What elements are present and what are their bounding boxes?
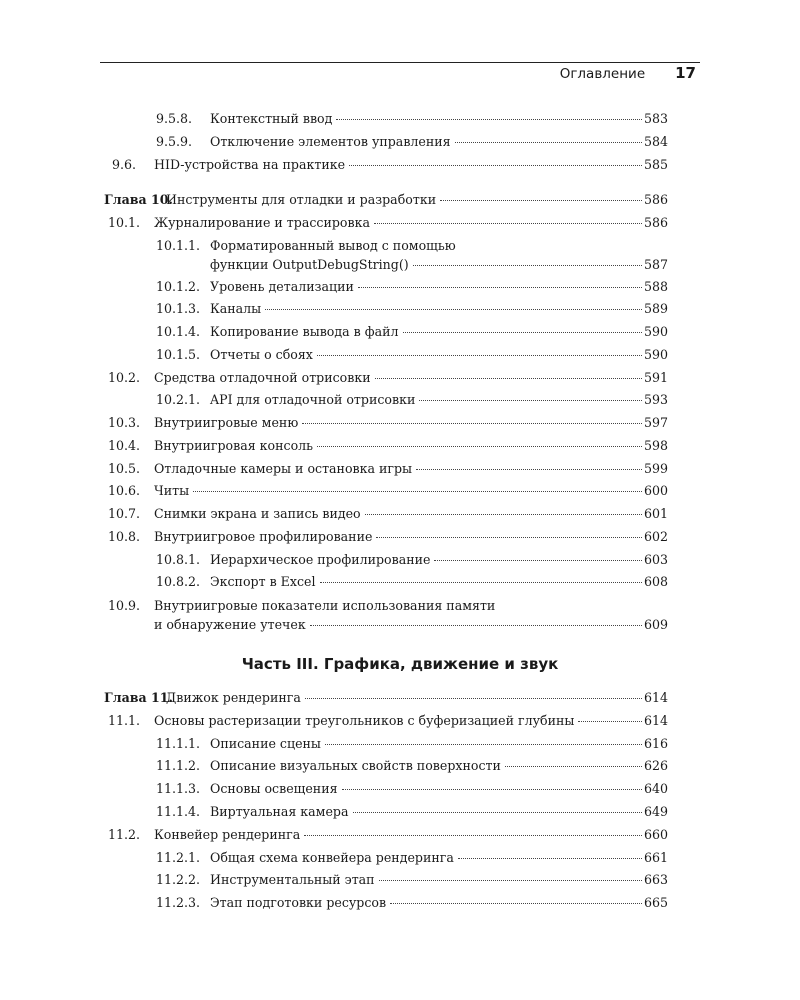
toc-title: Каналы	[210, 301, 262, 316]
dot-leader	[379, 879, 642, 881]
toc-number: 9.5.9.	[156, 134, 193, 149]
toc-page: 640	[643, 781, 668, 796]
dot-leader	[419, 399, 642, 401]
dot-leader	[376, 536, 642, 538]
toc-number: 10.8.1.	[156, 552, 201, 567]
dot-leader	[374, 222, 642, 224]
toc-title: Общая схема конвейера рендеринга	[210, 850, 454, 865]
toc-number: 10.6.	[108, 483, 141, 498]
toc-body	[210, 110, 668, 127]
toc-number: 10.2.	[108, 370, 141, 385]
toc-title: Внутриигровая консоль	[154, 438, 314, 453]
toc-page: 587	[643, 257, 668, 272]
running-header-title: Оглавление	[559, 66, 646, 82]
toc-number: 10.1.3.	[156, 301, 201, 316]
toc-body	[210, 133, 668, 150]
toc-number: 11.1.	[108, 713, 141, 728]
dot-leader	[403, 331, 642, 333]
toc-body	[154, 826, 668, 843]
dot-leader	[265, 308, 642, 310]
dot-leader	[342, 788, 642, 790]
toc-page: 609	[643, 617, 668, 632]
dot-leader	[455, 141, 642, 143]
toc-body	[210, 894, 668, 911]
toc-body	[210, 803, 668, 820]
dot-leader	[305, 697, 642, 699]
toc-page: 591	[643, 370, 668, 385]
dot-leader	[349, 164, 642, 166]
toc-number: 10.9.	[108, 598, 141, 613]
toc-body	[154, 414, 668, 431]
toc-page: 583	[643, 111, 668, 126]
toc-page: 590	[643, 324, 668, 339]
toc-title: Внутриигровое профилирование	[154, 529, 373, 544]
toc-page: 616	[643, 736, 668, 751]
toc-title: Уровень детализации	[210, 279, 354, 294]
dot-leader	[416, 468, 642, 470]
toc-body	[154, 505, 668, 522]
toc-body	[166, 191, 668, 208]
toc-number: 10.1.	[108, 215, 141, 230]
toc-page: 663	[643, 872, 668, 887]
part-title: Часть III. Графика, движение и звук	[241, 655, 559, 673]
dot-leader	[358, 286, 642, 288]
toc-chapter-number: Глава 10.	[104, 192, 173, 207]
toc-body	[210, 278, 668, 295]
toc-body	[210, 780, 668, 797]
toc-title: Отладочные камеры и остановка игры	[154, 461, 413, 476]
toc-title-continued: и обнаружение утечек	[154, 617, 306, 632]
toc-title: Отчеты о сбоях	[210, 347, 313, 362]
dot-leader	[310, 624, 642, 626]
toc-title-continued: функции OutputDebugString()	[210, 257, 409, 272]
toc-number: 10.4.	[108, 438, 141, 453]
dot-leader	[304, 834, 642, 836]
toc-title: Основы освещения	[210, 781, 338, 796]
dot-leader	[458, 857, 642, 859]
toc-number: 11.2.1.	[156, 850, 201, 865]
toc-body	[154, 597, 668, 614]
toc-page: 614	[643, 690, 668, 705]
dot-leader	[413, 264, 642, 266]
toc-number: 10.8.2.	[156, 574, 201, 589]
toc-body	[154, 528, 668, 545]
toc-number: 10.7.	[108, 506, 141, 521]
toc-number: 10.1.5.	[156, 347, 201, 362]
toc-title: Контекстный ввод	[210, 111, 333, 126]
dot-leader	[317, 445, 642, 447]
toc-chapter-number: Глава 11.	[104, 690, 173, 705]
dot-leader	[320, 581, 642, 583]
toc-page: 600	[643, 483, 668, 498]
toc-title: API для отладочной отрисовки	[210, 392, 416, 407]
toc-number: 9.6.	[112, 157, 137, 172]
toc-body	[154, 369, 668, 386]
toc-body	[210, 323, 668, 340]
toc-number: 11.1.3.	[156, 781, 201, 796]
toc-title: Внутриигровые показатели использования памяти	[154, 598, 496, 613]
running-header	[100, 64, 696, 84]
toc-page: 661	[643, 850, 668, 865]
dot-leader	[325, 743, 642, 745]
toc-page: 586	[643, 215, 668, 230]
toc-title: Средства отладочной отрисовки	[154, 370, 371, 385]
toc-title: Форматированный вывод с помощью	[210, 238, 456, 253]
header-rule	[100, 62, 700, 63]
toc-body-continued	[210, 256, 668, 273]
toc-body	[210, 237, 668, 254]
toc-number: 10.5.	[108, 461, 141, 476]
toc-page: 586	[643, 192, 668, 207]
toc-title: Отключение элементов управления	[210, 134, 451, 149]
toc-page: 665	[643, 895, 668, 910]
toc-body	[210, 871, 668, 888]
toc-title: Экспорт в Excel	[210, 574, 316, 589]
dot-leader	[505, 765, 642, 767]
dot-leader	[375, 377, 642, 379]
toc-page: 649	[643, 804, 668, 819]
toc-number: 10.2.1.	[156, 392, 201, 407]
dot-leader	[317, 354, 642, 356]
dot-leader	[353, 811, 642, 813]
dot-leader	[336, 118, 642, 120]
toc-number: 10.3.	[108, 415, 141, 430]
toc-title: Снимки экрана и запись видео	[154, 506, 361, 521]
toc-body	[154, 156, 668, 173]
toc-title: Иерархическое профилирование	[210, 552, 431, 567]
toc-body	[210, 391, 668, 408]
toc-title: Виртуальная камера	[210, 804, 349, 819]
toc-page: 590	[643, 347, 668, 362]
toc-page: 626	[643, 758, 668, 773]
toc-body	[210, 573, 668, 590]
toc-title: Этап подготовки ресурсов	[210, 895, 387, 910]
dot-leader	[302, 422, 642, 424]
toc-page: 603	[643, 552, 668, 567]
toc-number: 11.1.2.	[156, 758, 201, 773]
toc-title: Читы	[154, 483, 190, 498]
dot-leader	[434, 559, 641, 561]
toc-entry[interactable]	[104, 237, 668, 273]
toc-title: Конвейер рендеринга	[154, 827, 301, 842]
toc-body	[154, 437, 668, 454]
toc-title: Копирование вывода в файл	[210, 324, 399, 339]
toc-body	[154, 460, 668, 477]
toc-body-continued	[154, 616, 668, 633]
toc-body	[210, 735, 668, 752]
toc-page: 602	[643, 529, 668, 544]
dot-leader	[578, 720, 642, 722]
toc-number: 9.5.8.	[156, 111, 193, 126]
toc-page: 597	[643, 415, 668, 430]
toc-title: Внутриигровые меню	[154, 415, 299, 430]
page-number: 17	[675, 64, 696, 82]
toc-title: Движок рендеринга	[166, 690, 301, 705]
toc-number: 10.1.4.	[156, 324, 201, 339]
toc-page: 660	[643, 827, 668, 842]
toc-title: Описание визуальных свойств поверхности	[210, 758, 501, 773]
toc-title: Инструменты для отладки и разработки	[166, 192, 437, 207]
toc-number: 10.8.	[108, 529, 141, 544]
toc-page: 599	[643, 461, 668, 476]
dot-leader	[390, 902, 642, 904]
toc-entry[interactable]	[104, 597, 668, 633]
toc-number: 11.2.3.	[156, 895, 201, 910]
dot-leader	[193, 490, 642, 492]
toc-page: 593	[643, 392, 668, 407]
toc-page: 584	[643, 134, 668, 149]
toc-number: 10.1.2.	[156, 279, 201, 294]
toc-number: 10.1.1.	[156, 238, 201, 253]
toc-page: 601	[643, 506, 668, 521]
toc-page: 608	[643, 574, 668, 589]
toc-number: 11.2.	[108, 827, 141, 842]
toc-body	[166, 689, 668, 706]
toc-page: 585	[643, 157, 668, 172]
dot-leader	[440, 199, 642, 201]
toc-body	[154, 712, 668, 729]
toc-body	[210, 300, 668, 317]
toc-title: Журналирование и трассировка	[154, 215, 370, 230]
toc-page: 598	[643, 438, 668, 453]
dot-leader	[365, 513, 642, 515]
toc-number: 11.1.1.	[156, 736, 201, 751]
toc-title: HID-устройства на практике	[154, 157, 346, 172]
toc-page: 588	[643, 279, 668, 294]
toc-body	[210, 551, 668, 568]
toc-body	[210, 849, 668, 866]
toc-body	[210, 757, 668, 774]
toc-body	[154, 214, 668, 231]
toc-body	[154, 482, 668, 499]
toc-page: 614	[643, 713, 668, 728]
toc-title: Описание сцены	[210, 736, 321, 751]
toc-page: 589	[643, 301, 668, 316]
toc-number: 11.1.4.	[156, 804, 201, 819]
toc-number: 11.2.2.	[156, 872, 201, 887]
toc-title: Основы растеризации треугольников с буферизацией глубины	[154, 713, 575, 728]
toc-body	[210, 346, 668, 363]
toc-title: Инструментальный этап	[210, 872, 375, 887]
